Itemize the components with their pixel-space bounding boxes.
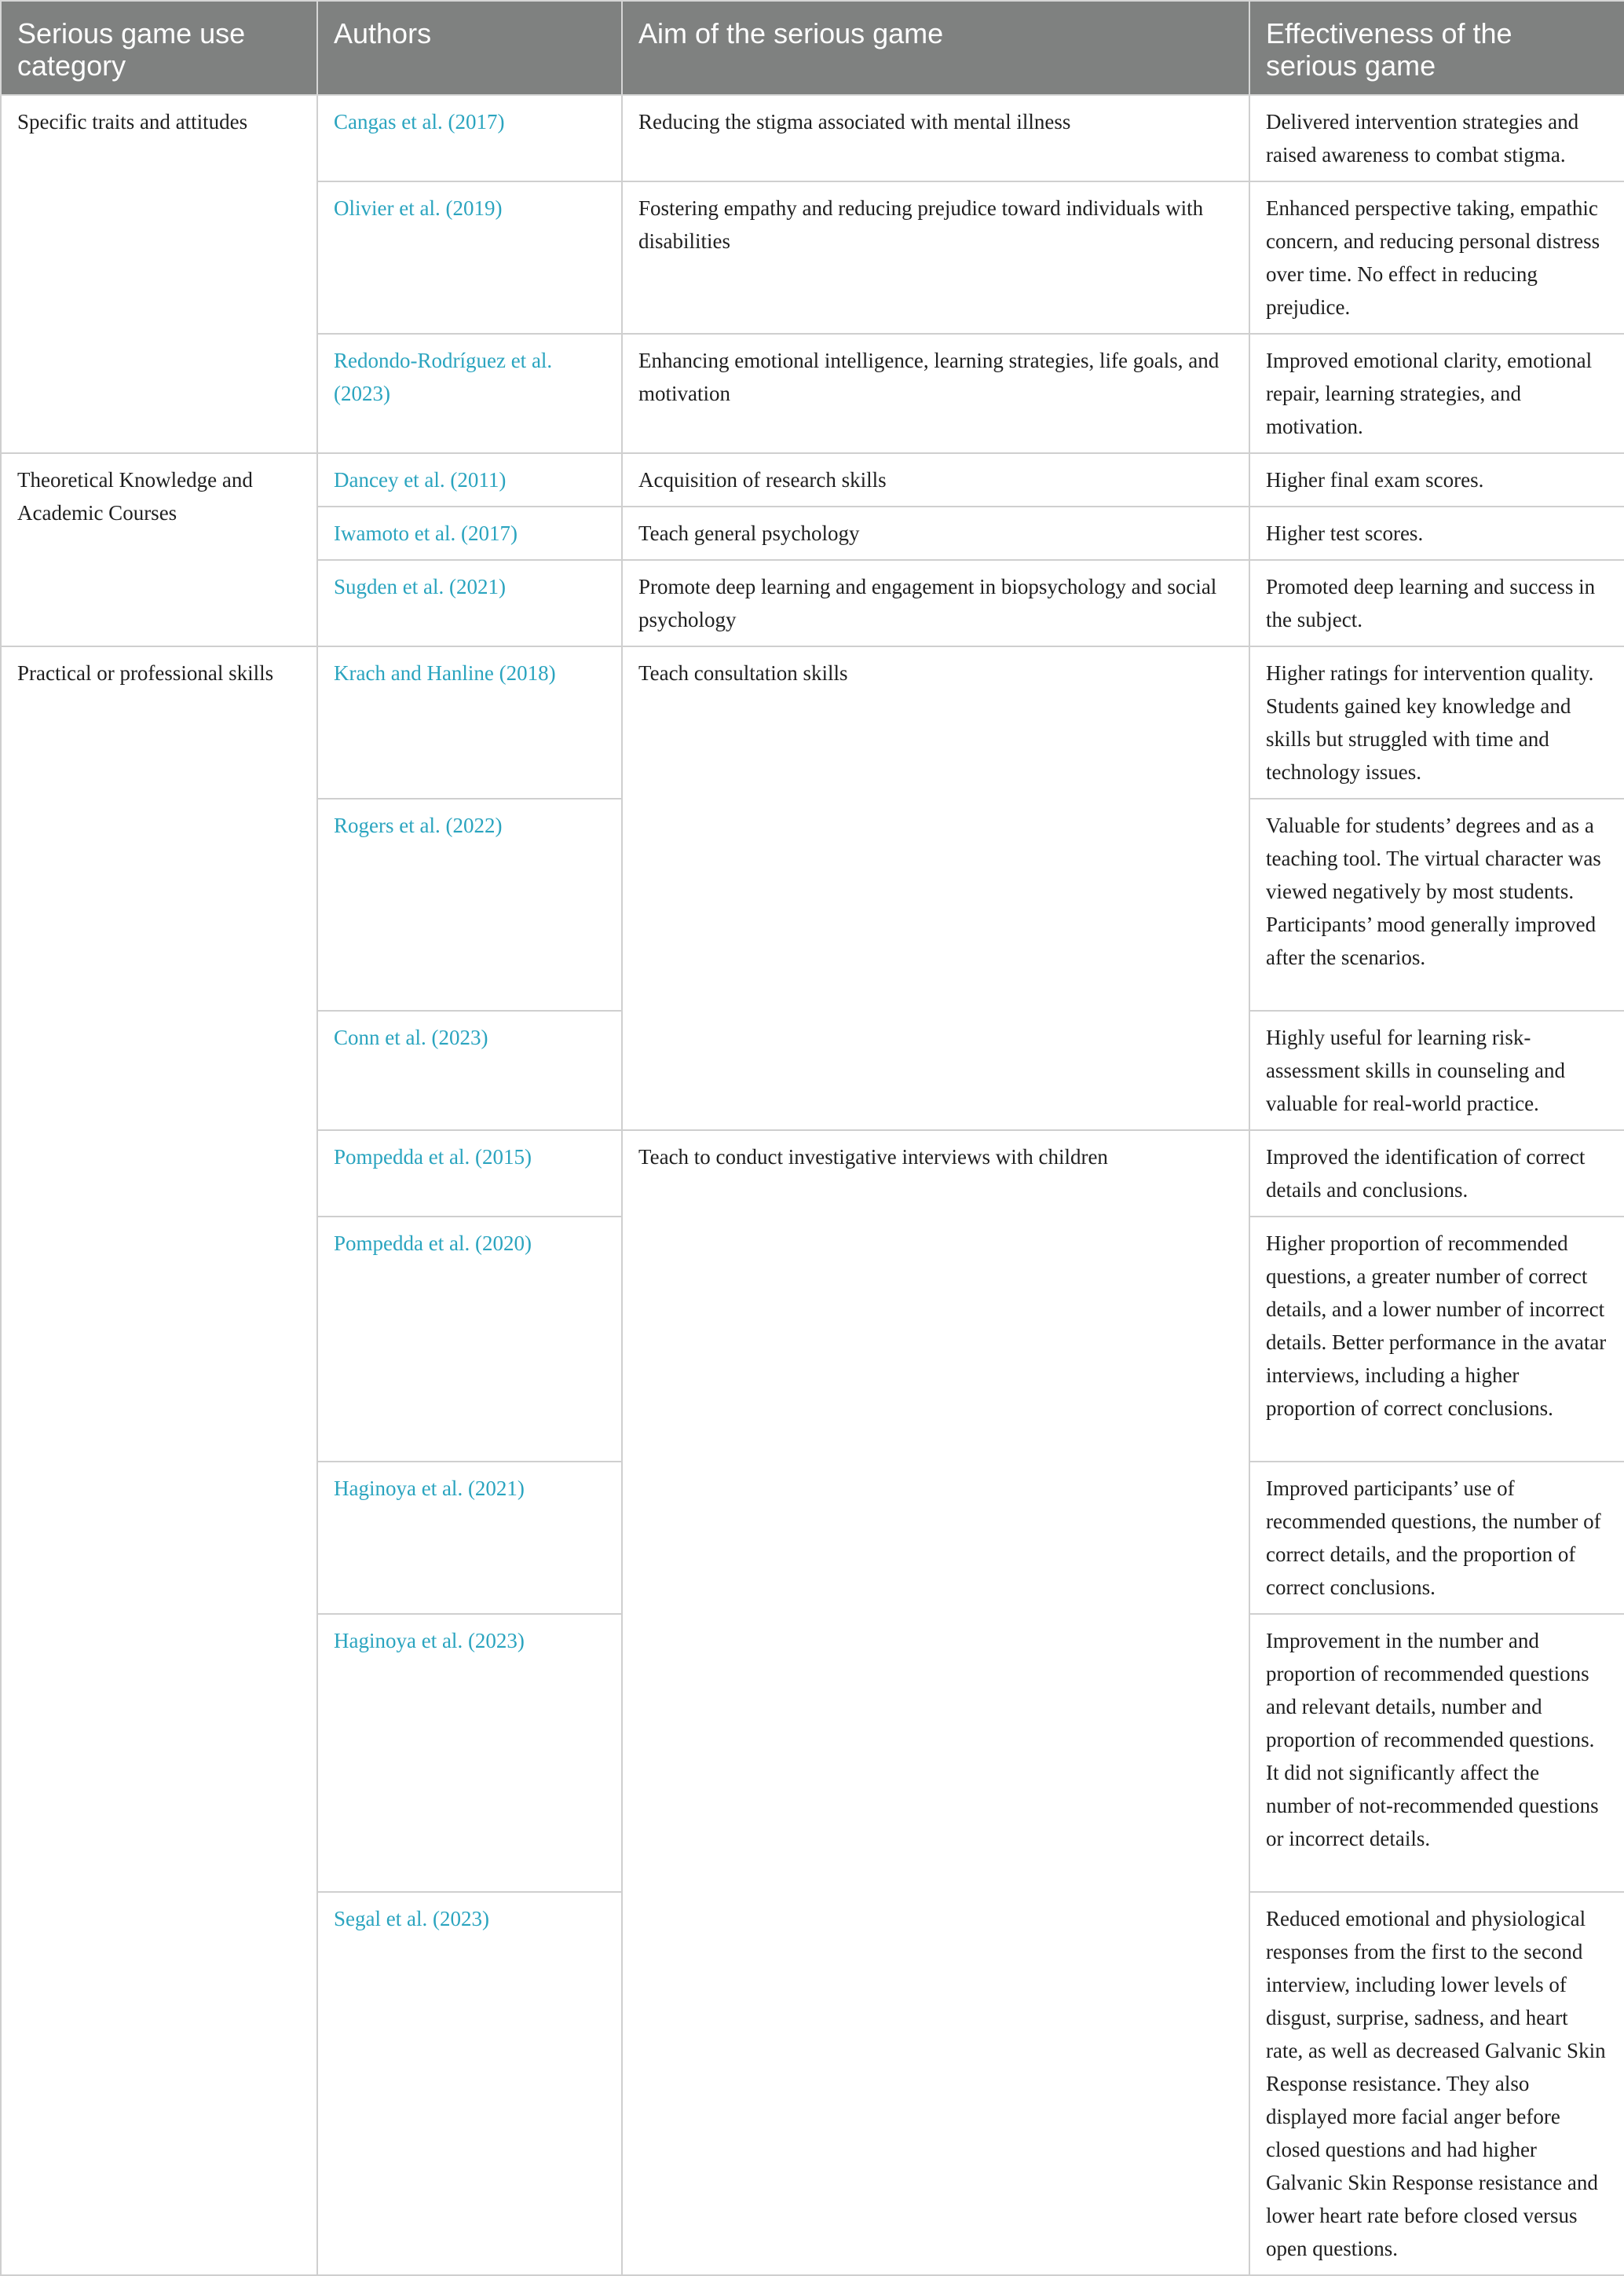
effectiveness-cell: Higher ratings for intervention quality. Students gained key knowledge and skills but struggled with time and technology issues.	[1249, 646, 1624, 799]
aim-cell: Teach to conduct investigative interviews with children	[622, 1130, 1249, 2275]
aim-cell: Fostering empathy and reducing prejudice toward individuals with disabilities	[622, 181, 1249, 334]
aim-cell: Enhancing emotional intelligence, learning strategies, life goals, and motivation	[622, 334, 1249, 453]
effectiveness-cell: Promoted deep learning and success in the subject.	[1249, 560, 1624, 646]
table-body	[1, 95, 1624, 2275]
effectiveness-cell: Improved participants’ use of recommended questions, the number of correct details, and the proportion of correct conclusions.	[1249, 1462, 1624, 1614]
author-link[interactable]: Pompedda et al. (2020)	[317, 1217, 622, 1462]
author-link[interactable]: Sugden et al. (2021)	[317, 560, 622, 646]
header-aim: Aim of the serious game	[622, 1, 1249, 95]
author-link[interactable]: Krach and Hanline (2018)	[317, 646, 622, 799]
category-cell: Theoretical Knowledge and Academic Courses	[1, 453, 317, 646]
aim-cell: Promote deep learning and engagement in biopsychology and social psychology	[622, 560, 1249, 646]
author-link[interactable]: Haginoya et al. (2023)	[317, 1614, 622, 1892]
aim-cell: Reducing the stigma associated with mental illness	[622, 95, 1249, 181]
header-category: Serious game use category	[1, 1, 317, 95]
author-link[interactable]: Cangas et al. (2017)	[317, 95, 622, 181]
author-link[interactable]: Iwamoto et al. (2017)	[317, 507, 622, 560]
table-row	[1, 646, 1624, 799]
category-cell: Practical or professional skills	[1, 646, 317, 2275]
effectiveness-cell: Higher final exam scores.	[1249, 453, 1624, 507]
effectiveness-cell: Reduced emotional and physiological responses from the first to the second interview, including lower levels of disgust, surprise, sadness, and heart rate, as well as decreased Galvanic Skin Response resistance. They also displayed more facial anger before closed questions and had higher Galvanic Skin Response resistance and lower heart rate before closed versus open questions.	[1249, 1892, 1624, 2275]
aim-cell: Teach general psychology	[622, 507, 1249, 560]
category-cell: Specific traits and attitudes	[1, 95, 317, 453]
author-link[interactable]: Segal et al. (2023)	[317, 1892, 622, 2275]
aim-cell: Teach consultation skills	[622, 646, 1249, 1130]
table-row	[1, 95, 1624, 181]
author-link[interactable]: Olivier et al. (2019)	[317, 181, 622, 334]
author-link[interactable]: Rogers et al. (2022)	[317, 799, 622, 1011]
author-link[interactable]: Haginoya et al. (2021)	[317, 1462, 622, 1614]
header-effectiveness: Effectiveness of the serious game	[1249, 1, 1624, 95]
author-link[interactable]: Conn et al. (2023)	[317, 1011, 622, 1130]
header-row	[1, 1, 1624, 95]
effectiveness-cell: Valuable for students’ degrees and as a teaching tool. The virtual character was viewed negatively by most students. Participants’ mood generally improved after the scenarios.	[1249, 799, 1624, 1011]
effectiveness-cell: Higher proportion of recommended questions, a greater number of correct details, and a lower number of incorrect details. Better performance in the avatar interviews, including a higher proportion of correct conclusions.	[1249, 1217, 1624, 1462]
header-authors: Authors	[317, 1, 622, 95]
author-link[interactable]: Pompedda et al. (2015)	[317, 1130, 622, 1217]
effectiveness-cell: Highly useful for learning risk-assessment skills in counseling and valuable for real-world practice.	[1249, 1011, 1624, 1130]
table-header	[1, 1, 1624, 95]
author-link[interactable]: Redondo-Rodríguez et al. (2023)	[317, 334, 622, 453]
aim-cell: Acquisition of research skills	[622, 453, 1249, 507]
table-row	[1, 453, 1624, 507]
effectiveness-cell: Enhanced perspective taking, empathic concern, and reducing personal distress over time. No effect in reducing prejudice.	[1249, 181, 1624, 334]
effectiveness-cell: Delivered intervention strategies and raised awareness to combat stigma.	[1249, 95, 1624, 181]
author-link[interactable]: Dancey et al. (2011)	[317, 453, 622, 507]
effectiveness-cell: Improvement in the number and proportion of recommended questions and relevant details, number and proportion of recommended questions. It did not significantly affect the number of not-recommended questions or incorrect details.	[1249, 1614, 1624, 1892]
effectiveness-cell: Higher test scores.	[1249, 507, 1624, 560]
effectiveness-cell: Improved emotional clarity, emotional repair, learning strategies, and motivation.	[1249, 334, 1624, 453]
effectiveness-cell: Improved the identification of correct details and conclusions.	[1249, 1130, 1624, 1217]
